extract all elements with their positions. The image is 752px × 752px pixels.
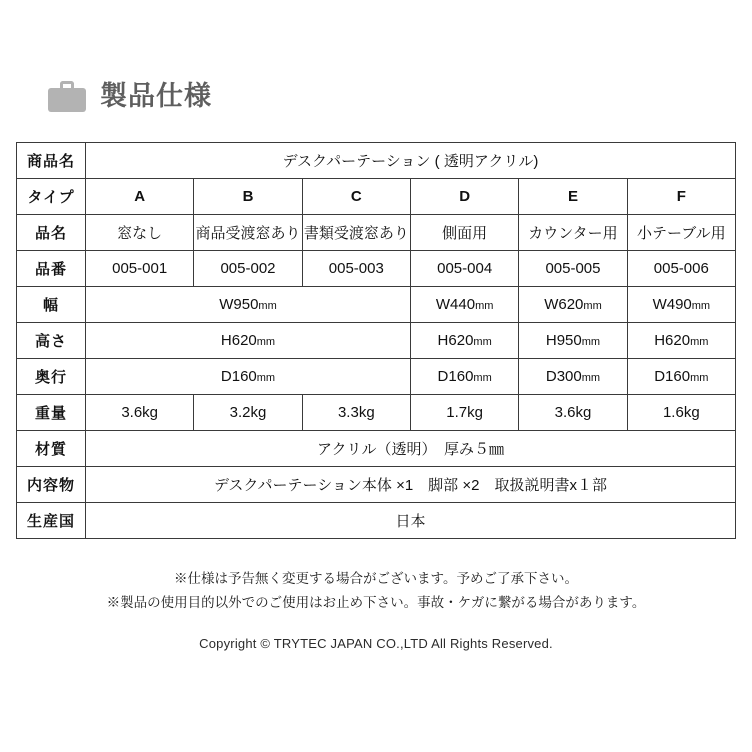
row-value-merged: アクリル（透明） 厚み５㎜ — [86, 431, 736, 467]
unit-text: mm — [256, 372, 276, 384]
value-text: D160 — [220, 368, 257, 385]
page-title: 製品仕様 — [100, 80, 212, 111]
table-row — [17, 179, 736, 215]
unit-text: mm — [475, 300, 494, 312]
cell-weight-f: 1.6kg — [627, 395, 735, 431]
cell-code-f: 005-006 — [627, 251, 735, 287]
table-row — [17, 503, 736, 539]
unit-text: mm — [690, 372, 709, 384]
page-header — [0, 0, 752, 124]
table-row — [17, 431, 736, 467]
row-value-merged: 日本 — [86, 503, 736, 539]
cell-width-e — [519, 287, 627, 323]
unit-text: mm — [690, 336, 709, 348]
row-label: 高さ — [17, 323, 86, 359]
value-text: H620 — [220, 332, 257, 349]
cell-width-f — [627, 287, 735, 323]
value-text: D300 — [545, 368, 582, 385]
cell-type-b: B — [194, 179, 302, 215]
value-text: H620 — [654, 332, 691, 349]
cell-name-a: 窓なし — [86, 215, 194, 251]
row-label: 生産国 — [17, 503, 86, 539]
unit-text: mm — [473, 372, 492, 384]
row-label: 重量 — [17, 395, 86, 431]
value-text: W440 — [435, 296, 476, 313]
cell-code-d: 005-004 — [410, 251, 518, 287]
cell-width-d — [410, 287, 518, 323]
cell-height-d — [410, 323, 518, 359]
cell-depth-f — [627, 359, 735, 395]
table-row — [17, 215, 736, 251]
cell-name-d: 側面用 — [410, 215, 518, 251]
briefcase-icon — [48, 80, 86, 112]
cell-type-c: C — [302, 179, 410, 215]
unit-text: mm — [256, 336, 276, 348]
cell-code-a: 005-001 — [86, 251, 194, 287]
row-label: 奥行 — [17, 359, 86, 395]
table-row — [17, 323, 736, 359]
value-text: D160 — [437, 368, 474, 385]
note-line-2: ※製品の使用目的以外でのご使用はお止め下さい。事故・ケガに繋がる場合があります。 — [106, 594, 646, 610]
cell-weight-b: 3.2kg — [194, 395, 302, 431]
cell-weight-d: 1.7kg — [410, 395, 518, 431]
unit-text: mm — [258, 300, 277, 312]
cell-height-f — [627, 323, 735, 359]
cell-name-b: 商品受渡窓あり — [194, 215, 302, 251]
row-label: 内容物 — [17, 467, 86, 503]
table-row — [17, 287, 736, 323]
value-text: W490 — [652, 296, 692, 313]
row-value-merged: デスクパーテーション本体 ×1 脚部 ×2 取扱説明書x１部 — [86, 467, 736, 503]
cell-type-f: F — [627, 179, 735, 215]
cell-name-c: 書類受渡窓あり — [302, 215, 410, 251]
cell-weight-a: 3.6kg — [86, 395, 194, 431]
table-row — [17, 143, 736, 179]
row-label: 商品名 — [17, 143, 86, 179]
table-row — [17, 467, 736, 503]
cell-type-e: E — [519, 179, 627, 215]
row-label: 幅 — [17, 287, 86, 323]
cell-width-abc — [86, 287, 411, 323]
row-label: 品名 — [17, 215, 86, 251]
value-text: H950 — [545, 332, 582, 349]
cell-depth-d — [410, 359, 518, 395]
row-label: 材質 — [17, 431, 86, 467]
cell-code-c: 005-003 — [302, 251, 410, 287]
spec-table — [16, 142, 736, 539]
unit-text: mm — [691, 300, 711, 312]
note-line-1: ※仕様は予告無く変更する場合がございます。予めご了承下さい。 — [174, 571, 578, 586]
row-value-merged: デスクパーテーション ( 透明アクリル) — [86, 143, 736, 179]
copyright-text: Copyright © TRYTEC JAPAN CO.,LTD All Rights Reserved. — [199, 636, 553, 652]
value-text: H620 — [437, 332, 474, 349]
cell-name-f: 小テーブル用 — [627, 215, 735, 251]
unit-text: mm — [581, 336, 601, 348]
cell-code-e: 005-005 — [519, 251, 627, 287]
cell-type-d: D — [410, 179, 518, 215]
unit-text: mm — [581, 372, 601, 384]
cell-height-abc — [86, 323, 411, 359]
cell-type-a: A — [86, 179, 194, 215]
cell-depth-e — [519, 359, 627, 395]
cell-height-e — [519, 323, 627, 359]
notes-block — [0, 567, 752, 614]
table-row — [17, 251, 736, 287]
unit-text: mm — [583, 300, 602, 312]
table-row — [17, 359, 736, 395]
value-text: D160 — [654, 368, 691, 385]
spec-table-wrapper — [0, 124, 752, 539]
cell-depth-abc — [86, 359, 411, 395]
cell-name-e: カウンター用 — [519, 215, 627, 251]
unit-text: mm — [473, 336, 492, 348]
table-row — [17, 395, 736, 431]
cell-weight-e: 3.6kg — [519, 395, 627, 431]
row-label: タイプ — [17, 179, 86, 215]
cell-code-b: 005-002 — [194, 251, 302, 287]
row-label: 品番 — [17, 251, 86, 287]
value-text: W950 — [219, 296, 259, 313]
cell-weight-c: 3.3kg — [302, 395, 410, 431]
value-text: W620 — [544, 296, 584, 313]
